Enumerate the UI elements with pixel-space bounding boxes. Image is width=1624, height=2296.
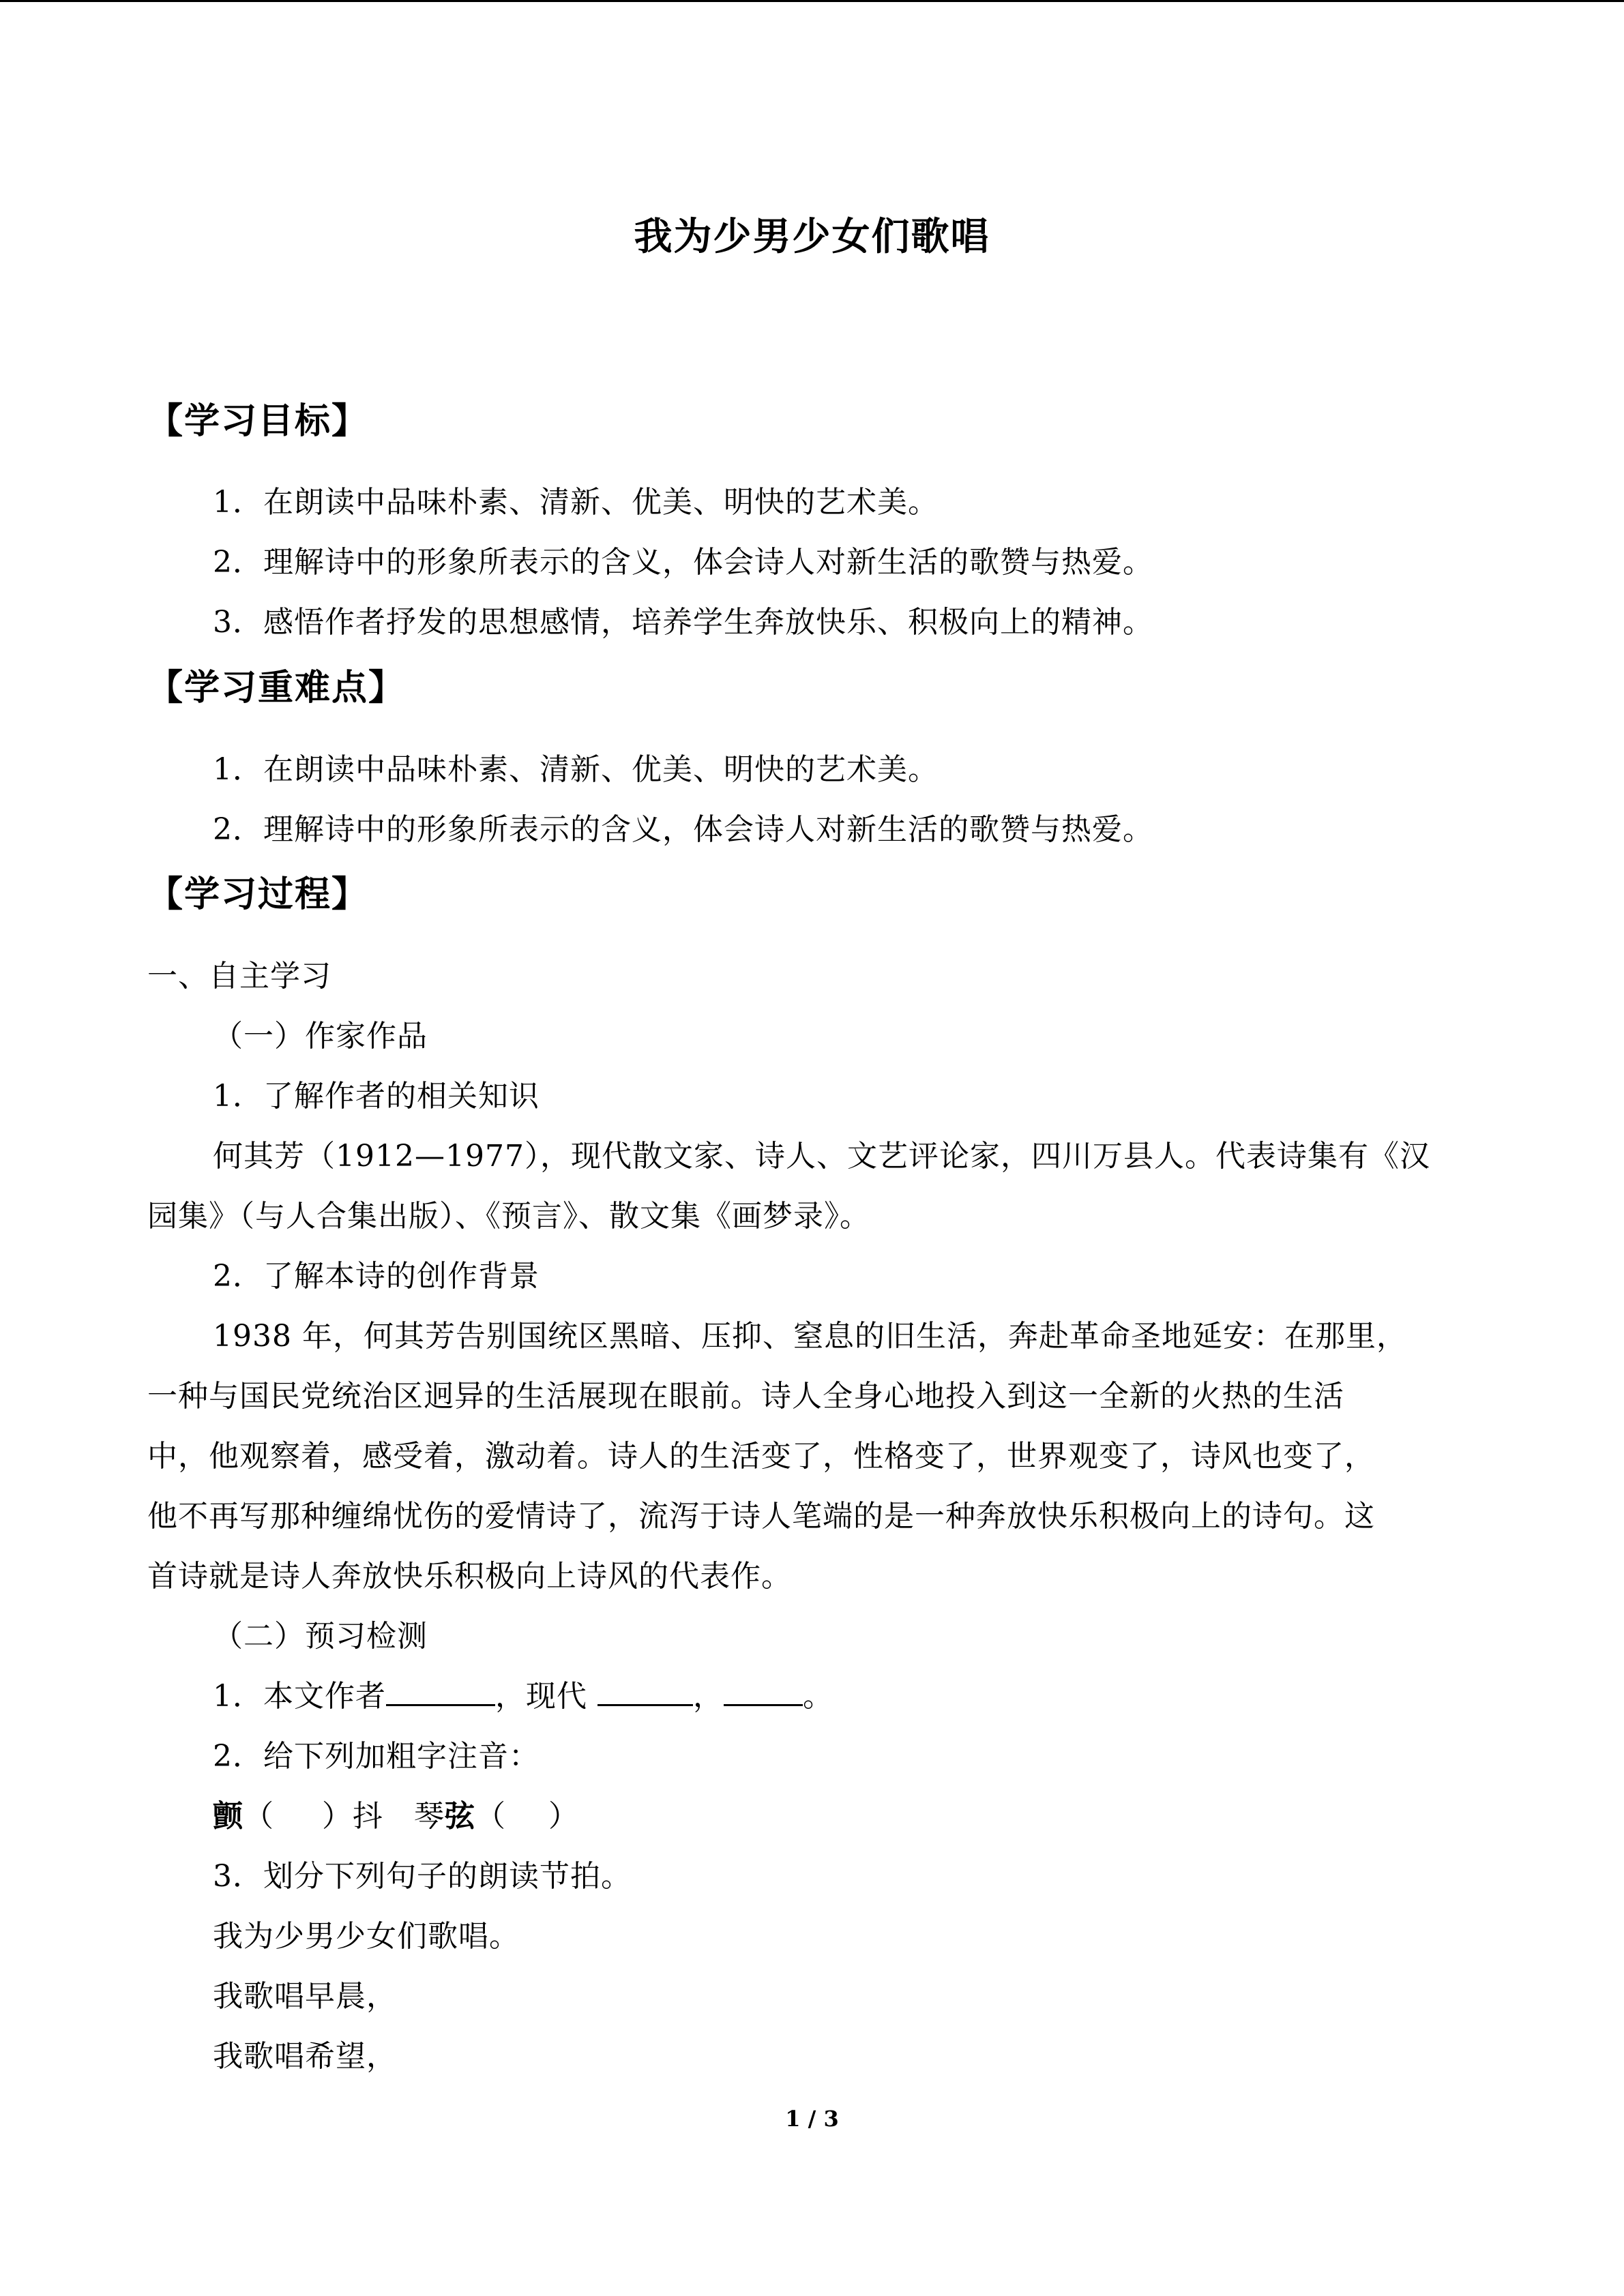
goal-item: 2．理解诗中的形象所表示的含义，体会诗人对新生活的歌赞与热爱。 (213, 545, 1153, 580)
paren-open-1: （ (243, 1799, 274, 1834)
question-1 (213, 1671, 833, 1715)
bold-char-2: 弦 (445, 1799, 475, 1834)
sub-heading: （一）作家作品 (213, 1019, 428, 1054)
poem-line: 我为少男少女们歌唱。 (213, 1919, 520, 1954)
section-heading-goals: 【学习目标】 (147, 401, 369, 442)
answer-blank-profession[interactable] (597, 1677, 693, 1706)
question-3: 3．划分下列句子的朗读节拍。 (213, 1859, 632, 1894)
paren-close-2: ） (548, 1799, 579, 1834)
item-heading: 2．了解本诗的创作背景 (213, 1259, 540, 1294)
background-paragraph-line: 首诗就是诗人奔放快乐积极向上诗风的代表作。 (147, 1559, 792, 1594)
question-1-prefix: 1．本文作者 (213, 1679, 386, 1714)
goal-item: 1．在朗读中品味朴素、清新、优美、明快的艺术美。 (213, 485, 939, 520)
key-point-item: 2．理解诗中的形象所表示的含义，体会诗人对新生活的歌赞与热爱。 (213, 812, 1153, 847)
question-1-end: 。 (803, 1679, 833, 1714)
answer-blank-profession-2[interactable] (724, 1677, 803, 1706)
question-2-pinyin-line (213, 1791, 579, 1835)
poem-line: 我歌唱希望， (213, 2039, 397, 2074)
answer-blank-author[interactable] (386, 1677, 495, 1706)
background-paragraph-line: 中，他观察着，感受着，激动着。诗人的生活变了，性格变了，世界观变了，诗风也变了， (147, 1439, 1375, 1474)
question-1-mid1: ，现代 (495, 1679, 597, 1714)
author-paragraph-line: 园集》（与人合集出版）、《预言》、散文集《画梦录》。 (147, 1199, 870, 1234)
paren-close-1: ）抖 琴 (322, 1799, 445, 1834)
paren-open-2: （ (475, 1799, 506, 1834)
goal-item: 3．感悟作者抒发的思想感情，培养学生奔放快乐、积极向上的精神。 (213, 605, 1153, 640)
poem-line: 我歌唱早晨， (213, 1979, 397, 2014)
page-title: 我为少男少女们歌唱 (634, 215, 990, 259)
bold-char-1: 颤 (213, 1799, 243, 1834)
background-paragraph-line: 他不再写那种缠绵忧伤的爱情诗了，流泻于诗人笔端的是一种奔放快乐积极向上的诗句。这 (147, 1499, 1375, 1534)
page-number: 1 / 3 (785, 2106, 839, 2132)
section-heading-key-points: 【学习重难点】 (147, 668, 406, 709)
key-point-item: 1．在朗读中品味朴素、清新、优美、明快的艺术美。 (213, 752, 939, 787)
section-heading-process: 【学习过程】 (147, 874, 369, 915)
background-paragraph-line: 一种与国民党统治区迥异的生活展现在眼前。诗人全身心地投入到这一全新的火热的生活 (147, 1379, 1344, 1414)
part-heading: 一、自主学习 (147, 959, 331, 994)
author-paragraph-line: 何其芳（1912—1977），现代散文家、诗人、文艺评论家，四川万县人。代表诗集有《汉 (213, 1139, 1430, 1174)
background-paragraph-line: 1938 年，何其芳告别国统区黑暗、压抑、窒息的旧生活，奔赴革命圣地延安：在那里， (213, 1319, 1407, 1354)
question-1-mid2: ， (693, 1679, 724, 1714)
question-2: 2．给下列加粗字注音： (213, 1739, 540, 1774)
sub-heading: （二）预习检测 (213, 1619, 428, 1654)
item-heading: 1．了解作者的相关知识 (213, 1079, 540, 1114)
